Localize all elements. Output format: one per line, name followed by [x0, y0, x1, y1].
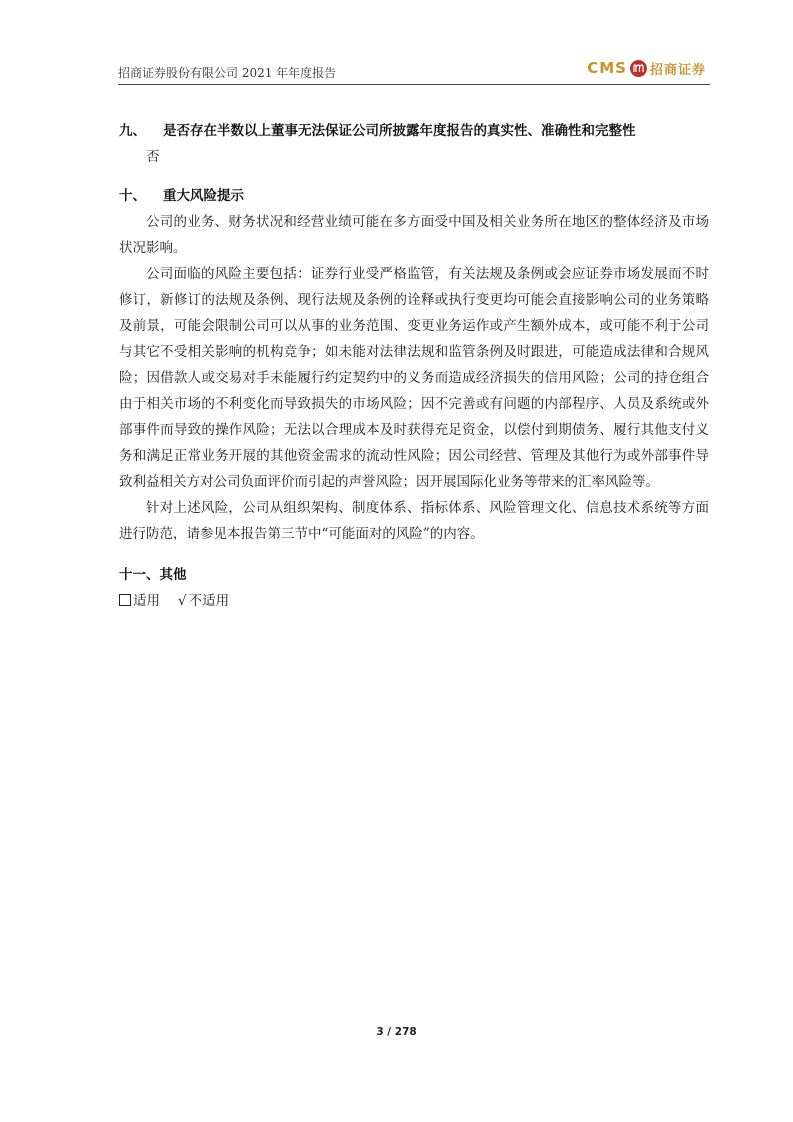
cms-emblem-icon — [630, 60, 647, 77]
unchecked-box-icon — [119, 594, 131, 606]
page-content — [119, 118, 709, 614]
report-title: 招商证券股份有限公司 2021 年年度报告 — [118, 66, 337, 80]
page-header — [118, 54, 710, 85]
risk-paragraph-3: 针对上述风险，公司从组织架构、制度体系、指标体系、风险管理文化、信息技术系统等方面进行防范，请参见本报告第三节中“可能面对的风险”的内容。 — [119, 500, 709, 542]
risk-paragraph-1: 公司的业务、财务状况和经营业绩可能在多方面受中国及相关业务所在地区的整体经济及市场状况影响。 — [119, 214, 709, 256]
section-11-heading: 十一、其他 — [119, 567, 187, 583]
checkmark-icon: √ — [178, 593, 187, 609]
section-10-number: 十、 — [119, 188, 146, 204]
applicability-options — [119, 588, 709, 614]
logo-text-cn: 招商证券 — [649, 62, 706, 78]
section-9-answer: 否 — [146, 149, 160, 165]
section-9-title: 是否存在半数以上董事无法保证公司所披露年度报告的真实性、准确性和完整性 — [163, 123, 636, 139]
section-10-title: 重大风险提示 — [163, 188, 244, 204]
page-number: 3 / 278 — [376, 1026, 417, 1038]
section-9-number: 九、 — [119, 123, 146, 139]
option-applicable: 适用 — [133, 593, 160, 609]
logo-text-en: CMS — [587, 59, 627, 77]
section-9-heading — [119, 118, 709, 144]
section-10-heading — [119, 183, 709, 209]
company-logo — [587, 56, 706, 80]
option-not-applicable: 不适用 — [188, 593, 230, 609]
risk-paragraph-2: 公司面临的风险主要包括：证券行业受严格监管，有关法规及条例或会应证券市场发展而不时修订，新修订的法规及条例、现行法规及条例的诠释或执行变更均可能会直接影响公司的业务策略及前景，可能会限制公司可以从事的业务范围、变更业务运作或产生额外成本，或可能不利于公司与其它不受相关影响的机构竞争；如未能对法律法规和监管条例及时跟进，可能造成法律和合规风险；因借款人或交易对手未能履行约定契约中的义务而造成经济损失的信用风险；公司的持仓组合由于相关市场的不利变化而导致损失的市场风险；因不完善或有问题的内部程序、人员及系统或外部事件而导致的操作风险；无法以合理成本及时获得充足资金，以偿付到期债务、履行其他支付义务和满足正常业务开展的其他资金需求的流动性风险；因公司经营、管理及其他行为或外部事件导致利益相关方对公司负面评价而引起的声誉风险；因开展国际化业务等带来的汇率风险等。 — [119, 266, 709, 490]
